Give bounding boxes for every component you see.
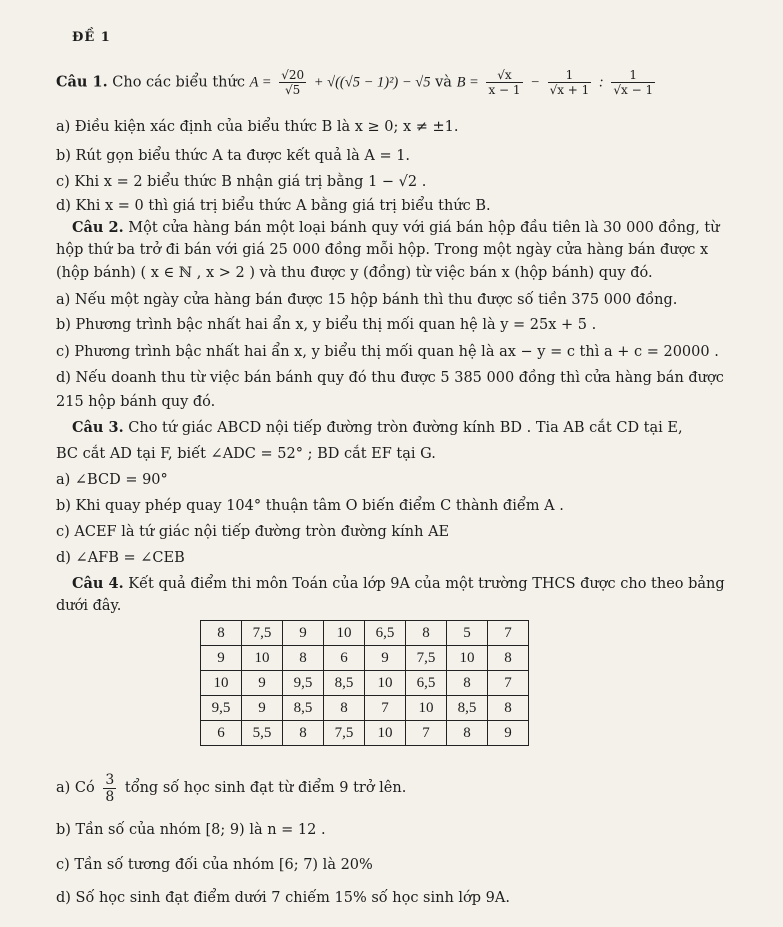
question-4-a-suffix: tổng số học sinh đạt từ điểm 9 trở lên. xyxy=(124,780,407,796)
table-cell: 8 xyxy=(488,646,529,671)
expr-b-colon: : xyxy=(598,74,604,91)
question-2-line-2: hộp thứ ba trở đi bán với giá 25 000 đồng mỗi hộp. Trong một ngày cửa hàng bán được x xyxy=(56,242,709,258)
expr-a-rest: + √((√5 − 1)²) − √5 xyxy=(313,74,431,91)
table-cell: 9 xyxy=(242,671,283,696)
expr-b-lhs: B = xyxy=(456,74,479,91)
question-3-item-a: a) ∠BCD = 90° xyxy=(56,472,168,488)
table-cell: 8 xyxy=(447,721,488,746)
question-3-text-1: Cho tứ giác ABCD nội tiếp đường tròn đường kính BD . Tia AB cắt CD tại E, xyxy=(128,420,683,436)
table-row xyxy=(201,671,529,696)
table-cell: 8 xyxy=(283,646,324,671)
table-cell: 10 xyxy=(324,621,365,646)
question-4-line-2: dưới đây. xyxy=(56,598,122,614)
table-cell: 9 xyxy=(283,621,324,646)
table-row xyxy=(201,721,529,746)
exam-title: ĐỀ 1 xyxy=(72,30,111,45)
question-2-item-a: a) Nếu một ngày cửa hàng bán được 15 hộp bánh thì thu được số tiền 375 000 đồng. xyxy=(56,292,678,308)
question-1-item-d: d) Khi x = 0 thì giá trị biểu thức A bằng giá trị biểu thức B. xyxy=(56,198,491,214)
expr-a-fraction xyxy=(279,68,306,97)
expr-b-fraction-1 xyxy=(486,68,522,97)
table-cell: 8 xyxy=(324,696,365,721)
table-cell: 10 xyxy=(242,646,283,671)
expr-b-frac2-den: √x + 1 xyxy=(549,83,590,97)
table-row xyxy=(201,621,529,646)
table-cell: 10 xyxy=(406,696,447,721)
table-cell: 7 xyxy=(488,671,529,696)
table-cell: 6 xyxy=(201,721,242,746)
table-cell: 7,5 xyxy=(324,721,365,746)
question-3-item-c: c) ACEF là tứ giác nội tiếp đường tròn đường kính AE xyxy=(56,524,450,540)
table-cell: 9 xyxy=(365,646,406,671)
scores-table xyxy=(200,620,529,746)
table-cell: 9 xyxy=(488,721,529,746)
question-4-a-frac-num: 3 xyxy=(105,771,115,788)
question-1-item-c: c) Khi x = 2 biểu thức B nhận giá trị bằng 1 − √2 . xyxy=(56,174,427,190)
question-4-label: Câu 4. xyxy=(72,575,124,592)
table-cell: 6,5 xyxy=(406,671,447,696)
table-cell: 5 xyxy=(447,621,488,646)
question-2-line-1 xyxy=(72,218,720,238)
question-4-a-prefix: a) Có xyxy=(56,780,95,796)
question-4-item-a xyxy=(56,770,406,806)
question-1-label: Câu 1. xyxy=(56,73,108,91)
question-2-item-d-1: d) Nếu doanh thu từ việc bán bánh quy đó thu được 5 385 000 đồng thì cửa hàng bán được xyxy=(56,370,724,386)
table-cell: 9 xyxy=(201,646,242,671)
question-3-item-b: b) Khi quay phép quay 104° thuận tâm O biến điểm C thành điểm A . xyxy=(56,498,564,514)
table-cell: 6,5 xyxy=(365,621,406,646)
question-1-item-b: b) Rút gọn biểu thức A ta được kết quả là A = 1. xyxy=(56,148,411,164)
table-cell: 8 xyxy=(201,621,242,646)
table-cell: 10 xyxy=(365,671,406,696)
question-3-line-2: BC cắt AD tại F, biết ∠ADC = 52° ; BD cắt EF tại G. xyxy=(56,446,436,462)
table-cell: 9,5 xyxy=(201,696,242,721)
table-row xyxy=(201,696,529,721)
expr-b-frac2-num: 1 xyxy=(548,68,592,83)
table-cell: 8 xyxy=(283,721,324,746)
table-cell: 7 xyxy=(365,696,406,721)
question-3-item-d: d) ∠AFB = ∠CEB xyxy=(56,550,185,566)
expr-b-fraction-3 xyxy=(611,68,655,97)
table-cell: 7 xyxy=(488,621,529,646)
question-2-item-c: c) Phương trình bậc nhất hai ẩn x, y biểu thị mối quan hệ là ax − y = c thì a + c = 20000 . xyxy=(56,344,719,360)
table-cell: 10 xyxy=(447,646,488,671)
question-1-intro: Cho các biểu thức xyxy=(112,74,245,91)
question-4-text-1: Kết quả điểm thi môn Toán của lớp 9A của một trường THCS được cho theo bảng xyxy=(128,576,725,592)
question-1-statement xyxy=(56,68,658,97)
table-cell: 7 xyxy=(406,721,447,746)
expr-b-frac3-den: √x − 1 xyxy=(613,83,654,97)
table-cell: 8 xyxy=(406,621,447,646)
expr-b-frac1-num: √x xyxy=(486,68,522,83)
question-4-a-frac-den: 8 xyxy=(105,788,115,805)
table-cell: 10 xyxy=(365,721,406,746)
question-2-text-1: Một cửa hàng bán một loại bánh quy với giá bán hộp đầu tiên là 30 000 đồng, từ xyxy=(128,220,720,236)
question-3-label: Câu 3. xyxy=(72,419,124,436)
question-4-item-c: c) Tần số tương đối của nhóm [6; 7) là 20% xyxy=(56,857,373,873)
expr-b-frac3-num: 1 xyxy=(611,68,655,83)
question-2-item-d-2: 215 hộp bánh quy đó. xyxy=(56,394,216,410)
question-3-line-1 xyxy=(72,418,683,438)
expr-a-frac-num: √20 xyxy=(281,68,305,82)
table-cell: 10 xyxy=(201,671,242,696)
question-4-item-d: d) Số học sinh đạt điểm dưới 7 chiếm 15% số học sinh lớp 9A. xyxy=(56,890,510,906)
table-cell: 8 xyxy=(447,671,488,696)
expr-b-minus: − xyxy=(530,74,540,91)
table-cell: 9,5 xyxy=(283,671,324,696)
expr-b-frac1-den: x − 1 xyxy=(488,83,521,97)
question-4-line-1 xyxy=(72,574,725,594)
table-cell: 8 xyxy=(488,696,529,721)
table-cell: 9 xyxy=(242,696,283,721)
table-cell: 8,5 xyxy=(447,696,488,721)
question-4-item-b: b) Tần số của nhóm [8; 9) là n = 12 . xyxy=(56,822,326,838)
expr-a-frac-den: √5 xyxy=(285,83,301,97)
table-cell: 7,5 xyxy=(406,646,447,671)
table-cell: 8,5 xyxy=(283,696,324,721)
table-cell: 8,5 xyxy=(324,671,365,696)
table-cell: 7,5 xyxy=(242,621,283,646)
question-2-line-3: (hộp bánh) ( x ∈ ℕ , x > 2 ) và thu được y (đồng) từ việc bán x (hộp bánh) quy đó. xyxy=(56,265,653,281)
connector-and: và xyxy=(435,74,452,91)
question-4-a-fraction xyxy=(103,772,116,805)
table-cell: 5,5 xyxy=(242,721,283,746)
question-2-label: Câu 2. xyxy=(72,219,124,236)
table-cell: 6 xyxy=(324,646,365,671)
table-row xyxy=(201,646,529,671)
question-1-item-a: a) Điều kiện xác định của biểu thức B là x ≥ 0; x ≠ ±1. xyxy=(56,119,459,135)
expr-a-lhs: A = xyxy=(249,74,272,91)
question-2-item-b: b) Phương trình bậc nhất hai ẩn x, y biểu thị mối quan hệ là y = 25x + 5 . xyxy=(56,317,597,333)
expr-b-fraction-2 xyxy=(548,68,592,97)
